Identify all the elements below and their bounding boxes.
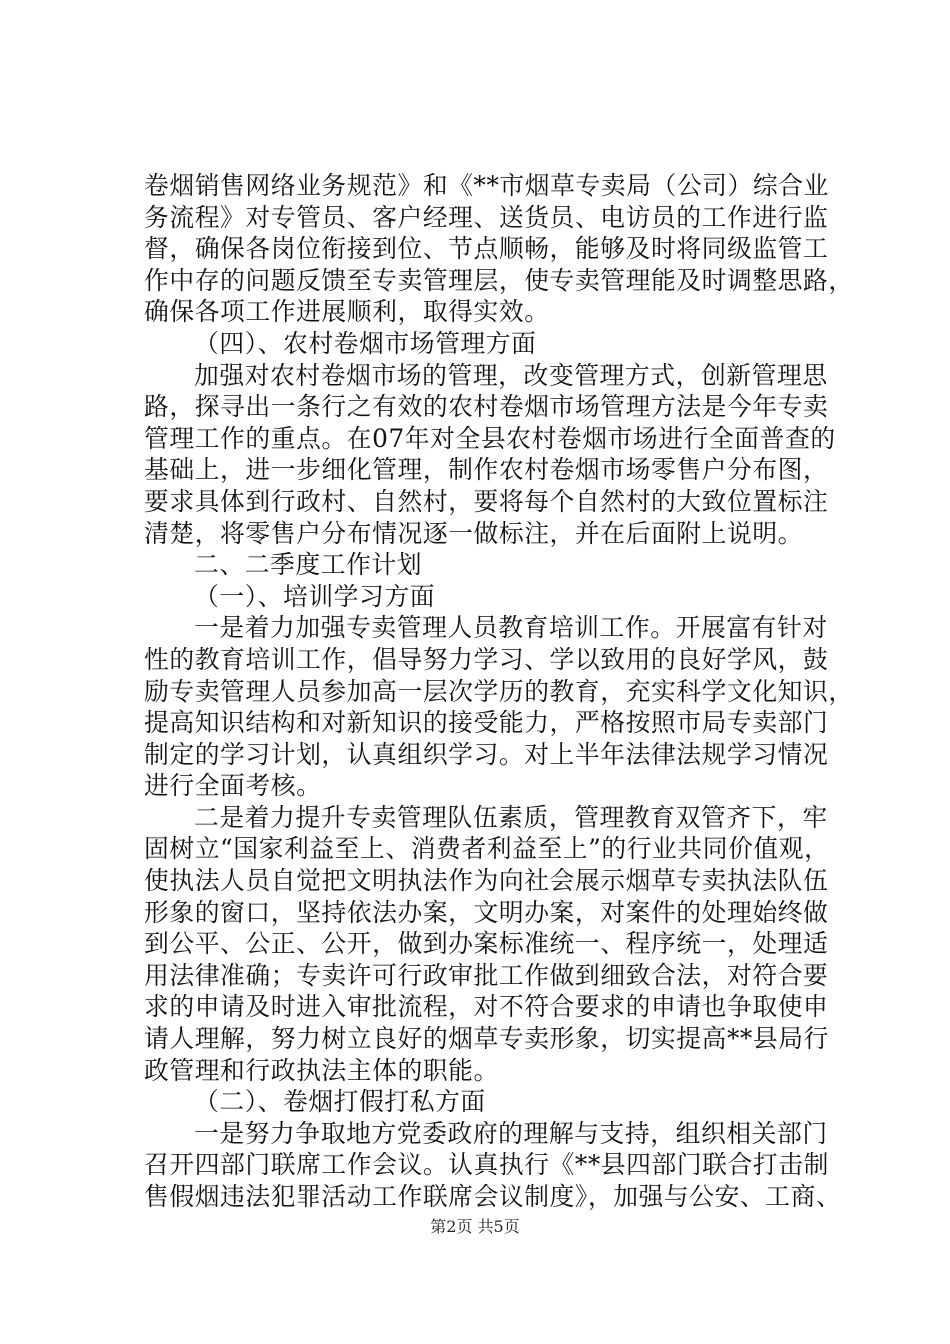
text-line: 确保各项工作进展顺利，取得实效。	[144, 297, 550, 327]
text-line: 管理工作的重点。在07年对全县农村卷烟市场进行全面普查的	[144, 423, 836, 453]
text-line: 要求具体到行政村、自然村，要将每个自然村的大致位置标注	[144, 486, 829, 516]
text-line: 二、二季度工作计划	[194, 550, 423, 580]
text-line: 加强对农村卷烟市场的管理，改变管理方式，创新管理思	[194, 360, 828, 390]
page-footer	[0, 1217, 950, 1237]
page-number-label: 第2页 共5页	[430, 1217, 520, 1236]
text-line: 督，确保各岗位衔接到位、节点顺畅，能够及时将同级监管工	[144, 234, 829, 264]
text-line: 用法律准确；专卖许可行政审批工作做到细致合法，对符合要	[144, 960, 829, 990]
text-line: （二）、卷烟打假打私方面	[194, 1087, 486, 1117]
text-line: 使执法人员自觉把文明执法作为向社会展示烟草专卖执法队伍	[144, 866, 829, 896]
text-line: 进行全面考核。	[144, 771, 322, 801]
text-line: 作中存的问题反馈至专卖管理层，使专卖管理能及时调整思路，	[144, 265, 854, 295]
text-line: 务流程》对专管员、客户经理、送货员、电访员的工作进行监	[144, 202, 829, 232]
text-line: 政管理和行政执法主体的职能。	[144, 1055, 499, 1085]
text-line: 路，探寻出一条行之有效的农村卷烟市场管理方法是今年专卖	[144, 392, 829, 422]
document-body	[144, 170, 854, 1213]
text-line: 励专卖管理人员参加高一层次学历的教育，充实科学文化知识，	[144, 676, 854, 706]
text-line: 基础上，进一步细化管理，制作农村卷烟市场零售户分布图，	[144, 455, 829, 485]
text-line: 求的申请及时进入审批流程，对不符合要求的申请也争取使申	[144, 992, 829, 1022]
text-line: 性的教育培训工作，倡导努力学习、学以致用的良好学风，鼓	[144, 644, 829, 674]
text-line: 制定的学习计划，认真组织学习。对上半年法律法规学习情况	[144, 739, 829, 769]
text-line: 固树立“国家利益至上、消费者利益至上”的行业共同价值观，	[144, 834, 830, 864]
text-line: 形象的窗口，坚持依法办案，文明办案，对案件的处理始终做	[144, 897, 829, 927]
text-line: 召开四部门联席工作会议。认真执行《**县四部门联合打击制	[144, 1150, 829, 1180]
text-line: 提高知识结构和对新知识的接受能力，严格按照市局专卖部门	[144, 708, 829, 738]
text-line: 请人理解，努力树立良好的烟草专卖形象，切实提高**县局行	[144, 1024, 829, 1054]
text-line: 一是着力加强专卖管理人员教育培训工作。开展富有针对	[194, 613, 828, 643]
text-line: 一是努力争取地方党委政府的理解与支持，组织相关部门	[194, 1118, 828, 1148]
text-line: （一）、培训学习方面	[194, 581, 436, 611]
text-line: 到公平、公正、公开，做到办案标准统一、程序统一，处理适	[144, 929, 829, 959]
text-line: 售假烟违法犯罪活动工作联席会议制度》，加强与公安、工商、	[144, 1182, 842, 1211]
text-line: 清楚，将零售户分布情况逐一做标注，并在后面附上说明。	[144, 518, 804, 548]
text-line: （四）、农村卷烟市场管理方面	[194, 328, 537, 358]
text-line: 卷烟销售网络业务规范》和《**市烟草专卖局（公司）综合业	[144, 171, 829, 200]
text-line: 二是着力提升专卖管理队伍素质，管理教育双管齐下，牢	[194, 802, 828, 832]
